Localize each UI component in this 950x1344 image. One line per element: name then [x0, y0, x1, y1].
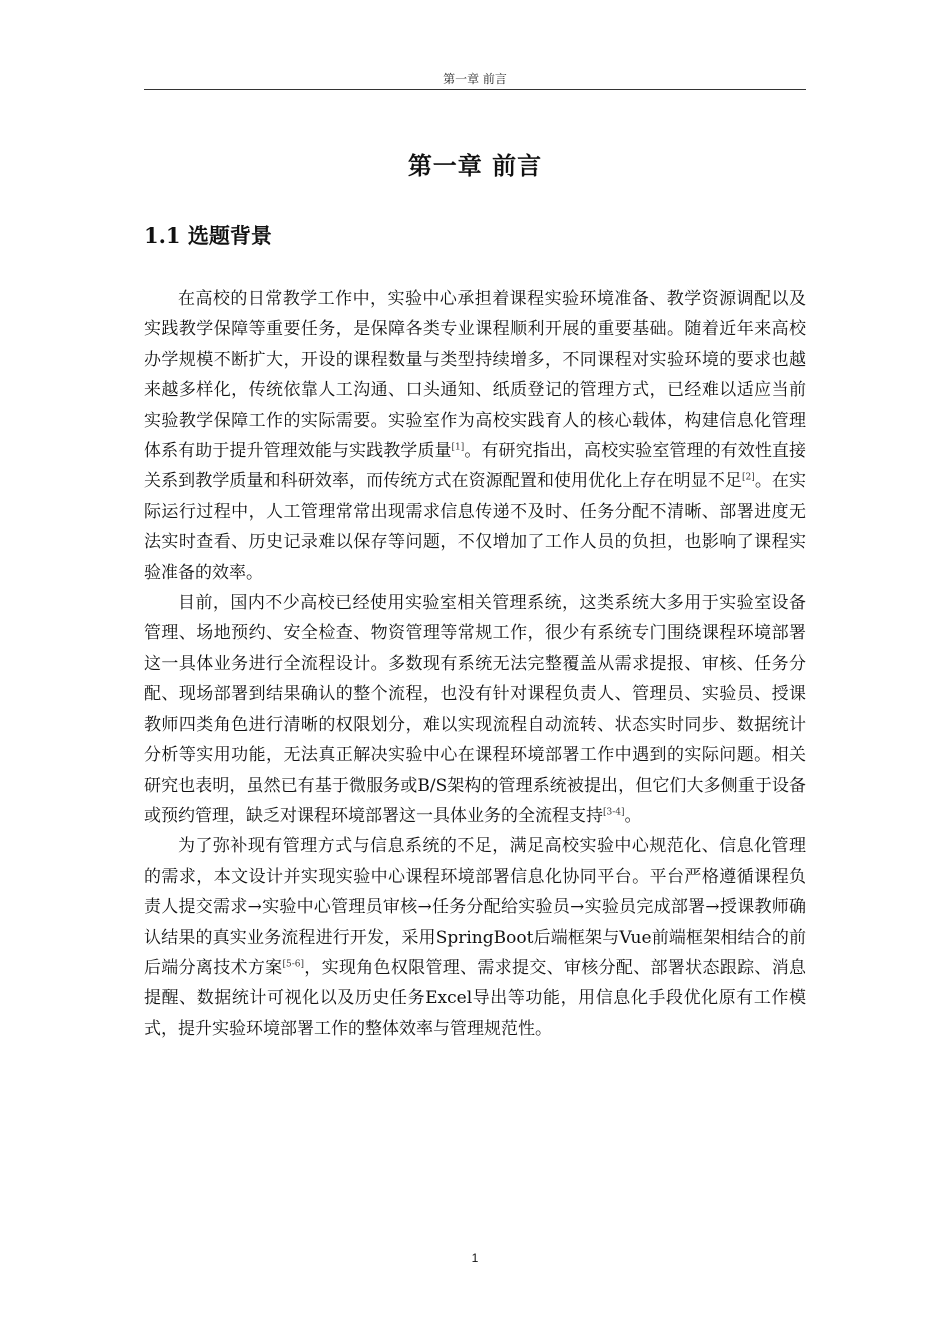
citation-1: [1] [451, 442, 465, 453]
citation-3-4: [3-4] [603, 807, 625, 818]
paragraph-3-text-b: ，实现角色权限管理、需求提交、审核分配、部署状态跟踪、消息提醒、数据统计可视化以及历史任务Excel导出等功能，用信息化手段优化原有工作模式，提升实验环境部署工作的整体效率与管理规范性。 [144, 957, 806, 1039]
citation-2: [2] [742, 472, 755, 483]
paragraph-1-text-b: 。有研究指出，高校实验室管理的有效性直接关系到教学质量和科研效率，而传统方式在资源配置和使用优化上存在明显不足 [144, 441, 807, 492]
chapter-title: 第一章 前言 [407, 151, 543, 180]
paragraph-1-text-c: 。在实际运行过程中，人工管理常常出现需求信息传递不及时、任务分配不清晰、部署进度无法实时查看、历史记录难以保存等问题，不仅增加了工作人员的负担，也影响了课程实验准备的效率。 [144, 471, 807, 583]
paragraph-3-text-a: 为了弥补现有管理方式与信息系统的不足，满足高校实验中心规范化、信息化管理的需求，本文设计并实现实验中心课程环境部署信息化协同平台。平台严格遵循课程负责人提交需求→实验中心管理员审核→任务分配给实验员→实验员完成部署→授课教师确认结果的真实业务流程进行开发，采用SpringBoot后端框架与Vue前端框架相结合的前后端分离技术方案 [144, 836, 806, 978]
paragraph-2-text-b: 。 [624, 805, 642, 826]
paragraph-2 [144, 588, 806, 831]
citation-5-6: [5-6] [282, 959, 304, 970]
section-title: 1.1 选题背景 [144, 223, 272, 248]
header-rule [144, 89, 806, 90]
paragraph-3 [144, 831, 806, 1044]
running-header: 第一章 前言 [443, 72, 507, 86]
paragraph-1-text-a: 在高校的日常教学工作中，实验中心承担着课程实验环境准备、教学资源调配以及实践教学保障等重要任务，是保障各类专业课程顺利开展的重要基础。随着近年来高校办学规模不断扩大，开设的课程数量与类型持续增多，不同课程对实验环境的要求也越来越多样化，传统依靠人工沟通、口头通知、纸质登记的管理方式，已经难以适应当前实验教学保障工作的实际需要。实验室作为高校实践育人的核心载体，构建信息化管理体系有助于提升管理效能与实践教学质量 [144, 289, 806, 462]
body-text [144, 284, 806, 1044]
paragraph-1 [144, 284, 806, 588]
paragraph-2-text-a: 目前，国内不少高校已经使用实验室相关管理系统，这类系统大多用于实验室设备管理、场地预约、安全检查、物资管理等常规工作，很少有系统专门围绕课程环境部署这一具体业务进行全流程设计。多数现有系统无法完整覆盖从需求提报、审核、任务分配、现场部署到结果确认的整个流程，也没有针对课程负责人、管理员、实验员、授课教师四类角色进行清晰的权限划分，难以实现流程自动流转、状态实时同步、数据统计分析等实用功能，无法真正解决实验中心在课程环境部署工作中遇到的实际问题。相关研究也表明，虽然已有基于微服务或B/S架构的管理系统被提出，但它们大多侧重于设备或预约管理，缺乏对课程环境部署这一具体业务的全流程支持 [144, 593, 806, 826]
page-number: 1 [471, 1251, 479, 1265]
